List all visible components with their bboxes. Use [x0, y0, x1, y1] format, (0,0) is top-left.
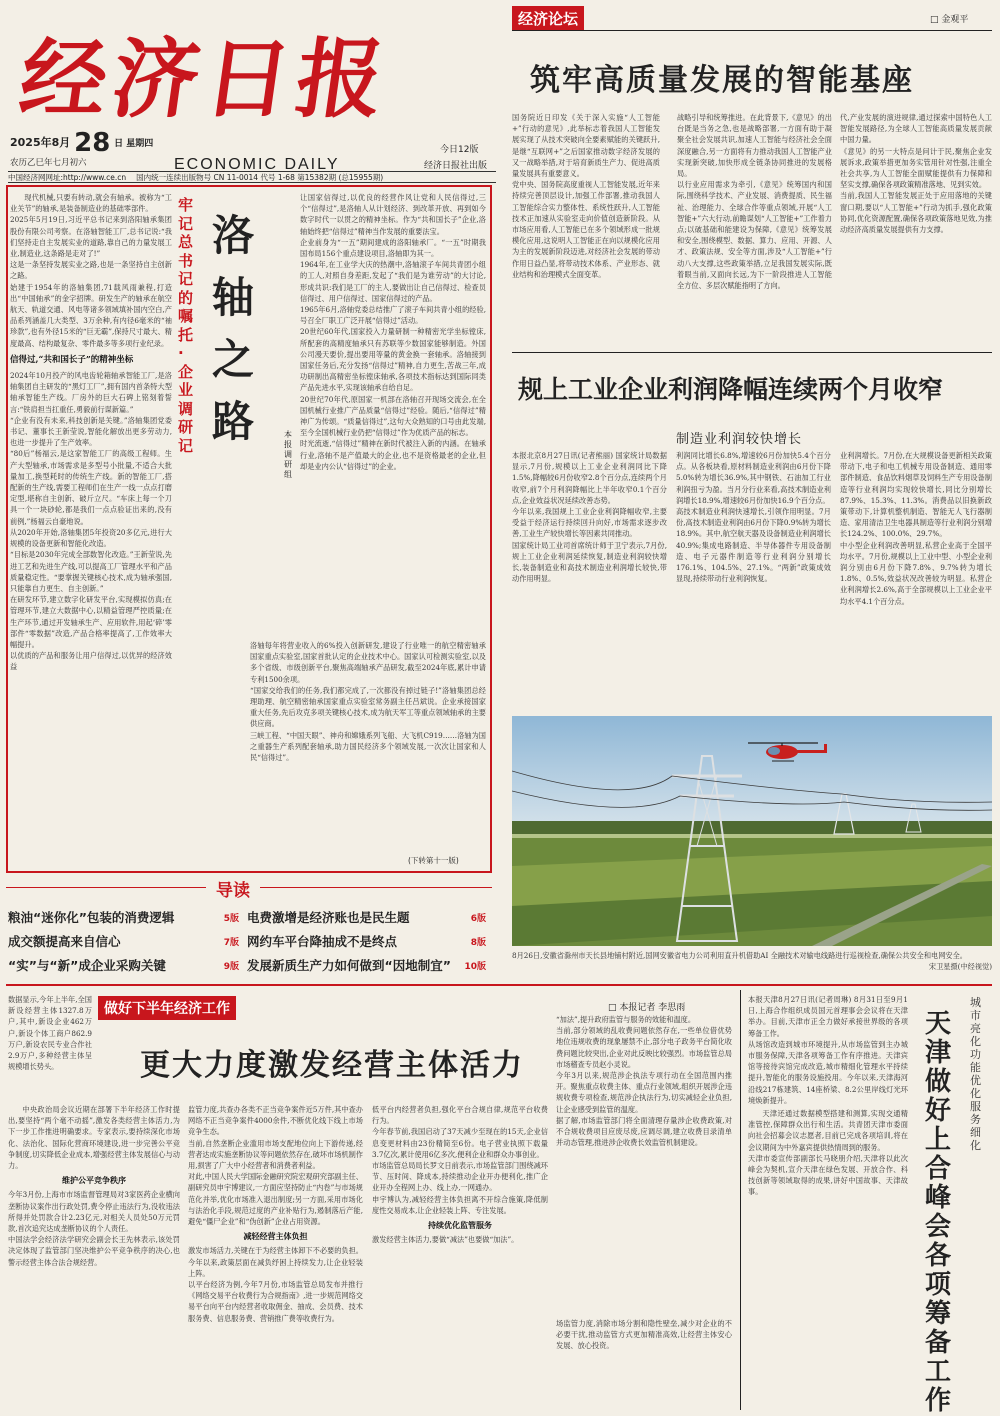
guide-item-1[interactable]	[8, 906, 243, 928]
page-count: 今日12版	[440, 145, 479, 155]
forum-author: □ 金观平	[930, 15, 969, 25]
weekday: 日 星期四	[114, 139, 154, 149]
website: 中国经济网网址:http://www.ce.cn	[8, 173, 127, 182]
masthead-english: ECONOMIC DAILY	[174, 156, 340, 173]
profit-subhead: 制造业利润较快增长	[676, 432, 803, 447]
lunar-date: 农历乙巳年七月初六	[10, 158, 87, 168]
guide-item-5[interactable]	[8, 954, 243, 976]
feature-title	[212, 205, 262, 453]
bottom-col-1	[8, 1104, 180, 1410]
tianjin-text-1: 本报天津8月27日讯(记者周琳) 8月31日至9月1日,上海合作组织成员国元首理事会会议将在天津举办。目前,天津市正全力做好承接世界级的各项筹备工作。 从场馆改造到城市环境提升,从市场监管到主办城市服务保障,天津各项筹备工作有序推进。天津宾馆等接待宾馆完成改造,城市精细化管理水平持续提升,智能化的服务设施投用。今年以来,天津海河沿线217栋建筑、14座桥梁、8.2公里岸线灯光环境焕新提升。	[748, 995, 908, 1105]
bottom-col-4: “加法”,提升政府监管与服务的效能和温度。 当前,部分领域的乱收费问题依然存在,一些单位借优势地位违规收费的现象屡禁不止,部分电子政务平台简化收费问题比较突出,企业对此反映比较强烈。市场监管总局市场稽查专员赵小灵说。 今年3月以来,规范涉企执法专项行动在全国范围内推开。聚焦重点收费主体、重点行业领域,组织开展涉企违规收费专项检查,规范涉企执法行为,切实减轻企业负担,让企业感受到监管的温度。 据了解,市场监管部门将全面清理存量涉企收费政策,对不合规收费项目应废尽废,应调尽调,建立收费目录清单并动态管理,推进涉企收费长效监管机制建设。	[556, 1015, 732, 1148]
title-char-2: 轴	[212, 273, 255, 322]
feature-subhead-1: 信得过,“共和国长子”的精神坐标	[10, 354, 134, 365]
feature-col-bottom: 洛轴每年将营业收入的6%投入创新研发,建设了行业唯一的航空精密轴承国家重点实验室,国家首批认定的企业技术中心。国家认可检测实验室,以及多个省级、市级创新平台,聚焦高端轴承产品研发,截至2024年底,累计申请专利1500余项。 “国家交给我们的任务,我们都完成了,一次都没有掉过链子!”洛轴集团总经理助理、航空精密轴承国家重点实验室常务副主任吕斌说。企业承接国家重大任务,先后攻克多项关键核心技术,成为航天军工等重点领域轴承的主要供应商。 三峡工程、“中国天眼”、神舟和嫦娥系列飞船、大飞机C919……洛轴为国之重器生产系列配套轴承,助力国民经济多个领域发展,一次次让国家和人民“信得过”。	[250, 641, 486, 763]
masthead-info-bar	[8, 171, 496, 183]
bottom-tag: 做好下半年经济工作	[98, 996, 236, 1020]
feature-col-2: 让国家信得过,以优良的经营作风让党和人民信得过,三个“信得过”,是洛轴人从计划经济、到改革开放、再到如今数字时代一以贯之的精神坐标。作为“共和国长子”企业,洛轴始终把“信得过”精神当作发展的重要法宝。 企业前身为“一五”期间建成的洛阳轴承厂。“一五”时期我国布局156个重点建设项目,洛轴即为其一。 1964年,在工业学大庆的热潮中,洛轴滚子车间共青团小组的工人,对照自身差距,发起了“我们是为谁劳动”的大讨论,形成共识:我们是工厂的主人,要做出让自己信得过、检查员信得过、用户信得过、国家信得过的产品。 1965年6月,洛轴党委总结推广了滚子车间共青小组的经验,号召全厂职工广泛开展“信得过”活动。 20世纪60年代,国家投入力量研制一种精密光学坐标镗床,所配套的高精度轴承只有苏联等少数国家能够制造。外国公司漫天要价,提出要用等量的黄金换一套轴承。洛轴接到国家任务后,充分发扬“信得过”精神,自力更生,苦战三年,成功研制出高精密坐标镗床轴承,各项技术指标达到国际同类产品先进水平,实现该轴承自给自足。 20世纪70年代,原国家一机部在洛轴召开现场交流会,在全国机械行业推广产品质量“信得过”经验。随后,“信得过”精神广为传颂。“质量信得过”,这句大众熟知的口号由此发端,至今全国机械行业仍把“信得过”作为优质产品的标志。 时光流逝,“信得过”精神在新时代被注入新的内涵。在轴承行业,洛轴不是产值最大的企业,也不是资格最老的企业,但却是业内公认“信得过”的企业。	[300, 193, 486, 471]
photo-credit: 宋卫星摄(中经视觉)	[928, 962, 992, 971]
guide-item-1-text: 粮油“迷你化”包装的消费逻辑	[8, 910, 175, 925]
tianjin-headline: 天津做好上合峰会各项筹备工作	[925, 1009, 952, 1416]
day-number: 28	[74, 128, 111, 158]
bottom-col-3-text: 低平台内经营者负担,强化平台合规自律,规范平台收费行为。 今年春节前,我国启动了37天减少至现在的15天,企业信息变更材料由23份精简至6份。电子营业执照下载量3.7亿次,累计使用6亿多次,便利企业和群众办事创业。 市场监管总局局长罗文日前表示,市场监管部门围绕减环节、压时间、降成本,持续推动企业开办便利化,推广企业开办全程网上办、线上办,一网通办。 申宇博认为,减轻经营主体负担离不开综合施策,降低制度性交易成本,让企业轻装上阵、专注发展。	[372, 1105, 548, 1215]
profit-col-3: 业利润增长。7月份,在大规模设备更新相关政策带动下,电子和电工机械专用设备制造、通用零部件制造、食品饮料烟草及饲料生产专用设备制造等行业利润均实现较快增长,同比分别增长87.9%、15.3%、11.3%。消费品以旧换新政策带动下,计算机整机制造、智能无人飞行器制造、家用清洁卫生电器具制造等行业利润分别增长124.2%、100.0%、29.7%。 中小型企业利润改善明显,私营企业高于全国平均水平。7月份,规模以上工业中型、小型企业利润分别由6月份下降7.8%、9.7%转为增长1.8%、0.5%,效益状况改善较为明显。私营企业利润增长2.6%,高于全部规模以上工业企业平均水平4.1个百分点。	[840, 451, 992, 606]
forum-headline: 筑牢高质量发展的智能基座	[530, 63, 914, 98]
profit-col-1: 本报北京8月27日讯(记者熊丽) 国家统计局数据显示,7月份,规模以上工业企业利润同比下降1.5%,降幅较6月份收窄2.8个百分点,连续两个月收窄,前7个月利润降幅比上半年收窄0.1个百分点,企业效益状况延续改善态势。 今年以来,我国规上工业企业利润降幅收窄,主要受益于经济运行持续回升向好,市场需求逐步改善,工业生产较快增长等因素共同推动。 国家统计局工业司首席统计师于卫宁表示,7月份,规上工业企业利润延续恢复,制造业利润较快增长,装备制造业和高技术制造业利润增长较快,带动作用明显。	[512, 451, 667, 584]
title-char-1: 洛	[212, 211, 255, 260]
photo-caption	[512, 950, 992, 978]
guide-item-4-text: 网约车平台降抽成不是终点	[247, 934, 398, 949]
continued-note: (下转第十一版)	[408, 856, 459, 865]
guide-item-5-text: “实”与“新”成企业采购关键	[8, 958, 166, 973]
news-photo-helicopter-powerline	[512, 716, 992, 946]
bottom-subhead-1: 维护公平竞争秩序	[62, 1175, 126, 1186]
bottom-reporter: □ 本报记者 李思雨	[608, 1003, 686, 1013]
guide-item-4[interactable]	[247, 930, 490, 952]
title-char-4: 路	[212, 397, 255, 446]
issue-numbers: 国内统一连续出版物号 CN 11-0014 代号 1-68 第15382期 (总15955期)	[136, 173, 384, 182]
guide-item-2[interactable]	[247, 906, 490, 928]
bottom-col-2	[188, 1104, 363, 1410]
guide-heading: 导读	[206, 876, 260, 901]
profit-headline: 规上工业企业利润降幅连续两个月收窄	[518, 375, 944, 404]
feature-col-1b-text: 2024年10月投产的风电齿轮箱轴承智能工厂,是洛轴集团自主研发的“黑灯工厂”,拥有国内首条特大型轴承智能生产线。厂房外的巨大石碑上铭刻着誓言:“铁肩担当扛重任,勇毅前行谋新篇。” “企业有没有未来,科技创新是关键。”洛轴集团党委书记、董事长王新莹说,智能化解放出更多劳动力,也进一步提升了生产效率。 “80后”杨福云,是这家智能工厂的高级工程师。生产大型轴承,市场需求是多型号小批量,不适合大批量加工,换型耗时的传统生产线。新的智能工厂,搭配新的生产线,需要工程师们在生产一线一点点打磨定型,堪称自主创新、破斤立尺。“车床上每一个刀具一个一块砂轮,都是我们一点点验证出来的,没有前例,”杨福云自豪地说。 从2020年开始,洛轴集团5年投资20多亿元,进行大规模的设备更新和智能化改造。 “目标是2030年完成全部数智化改造。”王新莹说,先进工艺和先进生产线,可以提高工厂管理水平和产品质量稳定性。“要掌握关键核心技术,成为轴承强国,只能靠自力更生、自主创新。” 在研发环节,建立数字化研发平台,实现模拟仿真;在管理环节,建立大数据中心,以精益管理严控质量;在生产环节,通过开发轴承生产、应用软件,用起‘碎’零部件“零数据”改造,产品合格率提高了,工作效率大幅提升。 以优质的产品和服务让用户信得过,以优异的经济效益	[10, 371, 172, 672]
bottom-col-1-text: 中央政治局会议近期在部署下半年经济工作时提出,要坚持“两个毫不动摇”,激发各类经营主体活力,为下一步工作推进明确要求。专家表示,要持续深化市场化、法治化、国际化营商环境建设,进一步完善公平竞争制度,切实降低企业成本,增强经营主体发展信心与动力。	[8, 1105, 180, 1171]
bottom-side-text: 数据显示,今年上半年,全国新设经营主体1327.8万户,其中,新设企业462万户,新设个体工商户862.9万户,新设农民专业合作社2.9万户,多种经营主体呈规模增长势头。	[8, 995, 92, 1072]
bottom-col-2-text: 监管力度,共查办各类不正当竞争案件近5万件,其中查办网络不正当竞争案件4000余件,不断优化线下线上市场竞争生态。 当前,自然垄断企业滥用市场支配地位向上下游传递,经营者达成实施垄断协议等问题依然存在,破坏市场机制作用,损害了广大中小经营者和消费者利益。 对此,中国人民大学国际金融研究院宏观研究部副主任、副研究员申宇博建议,一方面应坚持防止“内卷”与市场规范化并举,优化市场准入退出制度;另一方面,采用市场化与法治化手段,规范过度的产业补贴行为,遏制落后产能,避免“僵尸企业”和“伪创新”企业占用资源。	[188, 1105, 363, 1227]
tianjin-side-kicker: 城市亮化 功能优化 服务细化	[970, 996, 981, 1152]
guide-item-2-text: 电费激增是经济账也是民生题	[247, 910, 410, 925]
feature-byline: 本报调研组	[284, 430, 292, 479]
bottom-col-2b-text: 激发市场活力,关键在于为经营主体卸下不必要的负担。今年以来,政策层面在减负纾困上持续发力,让企业轻装上阵。 以平台经济为例,今年7月份,市场监管总局发布并推行《网络交易平台收费行为合规指南》,进一步规范网络交易平台向平台内经营者收取佣金、抽成、会员费、技术服务费、信息服务费、营销推广费等收费行为。	[188, 1246, 363, 1323]
feature-kicker: 牢记总书记的嘱托·企业调研记	[178, 196, 194, 455]
guide-item-2-page: 6版	[470, 913, 486, 924]
bottom-headline: 更大力度激发经营主体活力	[140, 1048, 524, 1083]
issue-date	[10, 128, 153, 158]
year-month: 2025年8月	[10, 136, 71, 149]
tianjin-col	[748, 994, 908, 1410]
guide-item-4-page: 8版	[470, 937, 486, 948]
masthead	[0, 0, 500, 180]
bottom-col-5: 场监管力度,消除市场分割和隐性壁垒,减少对企业的不必要干扰,推动监管方式更加精准高效,让经营主体安心发展、放心投资。	[556, 1319, 732, 1351]
bottom-col-3b-text: 激发经营主体活力,要做“减法”也要做“加法”。	[372, 1235, 519, 1245]
guide-item-6-page: 10版	[464, 961, 486, 972]
feature-col-1-text: 现代机械,只要有转动,就会有轴承。被称为“工业关节”的轴承,是装备制造业的基础零部件。 2025年5月19日,习近平总书记来到洛阳轴承集团股份有限公司考察。在洛轴智能工厂,总书记说:“我们坚持走自主发展实业的道路,靠自己的力量发展工业,制造业,这条路是走对了!” 这是一条坚持发展实业之路,也是一条坚持自主创新之路。 始建于1954年的洛轴集团,71载风雨兼程,打造出“中国轴承”的金字招牌。研发生产的轴承在航空航天、轨道交通、风电等诸多领域填补国内空白,产品系列涵盖几大类型、3万余种,有内径6毫米的“袖珍款”,也有外径15米的“巨无霸”,保持尺寸最大、精度最高、结构最复杂、零件最多等多项行业纪录。	[10, 193, 172, 348]
title-char-3: 之	[212, 335, 255, 384]
bottom-col-1b-text: 今年3月份,上海市市场监督管理局对3家医药企业横向垄断协议案作出行政处罚,费令停止违法行为,没收违法所得并处罚款合计2.23亿元,对相关人员处50万元罚款,首次追究达成垄断协议的个人责任。 中国法学会经济法学研究会副会长王先林表示,该处罚决定体现了监管部门坚决维护公平竞争秩序的决心,也警示经营主体合法合规经营。	[8, 1190, 180, 1267]
forum-col-1: 国务院近日印发《关于深入实施“人工智能+”行动的意见》,此举标志着我国人工智能发展实现了从技术突破向全要素赋能的关键跃升,是继“互联网+”之后国家推动数字经济发展的又一战略举措,对于培育新质生产力、促进高质量发展具有重要意义。 党中央、国务院高度重视人工智能发展,近年来持续完善顶层设计,加强工作部署,推动我国人工智能综合实力整体性、系统性跃升,人工智能技术正加速从实验室走向价值创造新阶段。从市场应用看,人工智能已在多个领域形成一批规模化应用,这说明人工智能正在向以规模化应用为主的发展新阶段迈进,对经济社会发展的带动作用日益凸显,将带动技术体系、产业形态、就业结构和治理模式全面变革。	[512, 113, 660, 279]
guide-item-5-page: 9版	[223, 961, 239, 972]
guide-item-3[interactable]	[8, 930, 243, 952]
bottom-col-3	[372, 1104, 548, 1410]
caption-text: 8月26日,安徽省滁州市天长县地铺村附近,国网安徽省电力公司利用直升机借助AI 全融技术对输电线路进行巡视检查,确保公共安全和电网安全。	[512, 951, 967, 960]
forum-tag: 经济论坛	[512, 6, 584, 31]
bottom-subhead-2: 减轻经营主体负担	[243, 1231, 308, 1242]
feature-col-1	[10, 192, 172, 852]
guide-item-3-page: 7版	[223, 937, 239, 948]
guide-item-3-text: 成交额提高来自信心	[8, 934, 121, 949]
guide-item-1-page: 5版	[223, 913, 239, 924]
guide-item-6[interactable]	[247, 954, 490, 976]
photo-illustration	[512, 716, 992, 946]
guide-item-6-text: 发展新质生产力如何做到“因地制宜”	[247, 958, 451, 973]
bottom-subhead-3: 持续优化监管服务	[428, 1220, 492, 1231]
tianjin-text-2: 天津还通过数据模型搭建和测算,实现交通精准管控,保障群众出行和生活。共青团天津市委面向社会招募会议志愿者,目前已完成各项培训,将在会议期间为中外嘉宾提供热情周到的服务。 天津市委宣传部副部长马晓朋介绍,天津将以此次峰会为契机,宣介天津在绿色发展、开放合作、科技创新等领域取得的成果,讲好中国故事、天津故事。	[748, 1109, 908, 1197]
masthead-title: 经济日报	[13, 29, 397, 130]
forum-col-2: 战略引导和统筹推进。在此背景下,《意见》的出台既是当务之急,也是战略部署,一方面有助于凝聚全社会发展共识,加速人工智能与经济社会全面深度融合,另一方面将有力推动我国人工智能产业实现新突破,加快形成全链条协同推进的发展格局。 以行业应用需求为牵引,《意见》统筹国内和国际,围绕科学技术、产业发展、消费提质、民生福祉、治理能力、全球合作等重点领域,开展“人工智能+”六大行动,前瞻谋划“人工智能+”工作着力点;以破基础和能建设为保障,《意见》统筹发展和安全,围绕模型、数据、算力、应用、开源、人才、政策法规、安全等方面,涉及“人工智能+”行动八大支撑,这些政策举措,立足我国发展实际,既着眼当前,又面向长远,为下一阶段推进人工智能全方位、多层次赋能指明了方向。	[677, 113, 832, 291]
guide-title	[6, 876, 492, 900]
forum-col-3: 代,产业发展的演进规律,通过探索中国特色人工智能发展路径,为全球人工智能高质量发展贡献中国力量。 《意见》的另一大特点是问计于民,聚焦企业发展诉求,政策举措更加务实管用针对性强,注重全社会共享,为人工智能全面赋能提供有力保障和坚实支撑,确保各项政策精准落地、见到实效。 当前,我国人工智能发展正处于应用落地的关键窗口期,要以“人工智能+”行动为抓手,强化政策协同,优化资源配置,确保各项政策落地见效,为推动经济高质量发展提供有力支撑。	[840, 113, 992, 235]
profit-col-2: 利润同比增长6.8%,增速较6月份加快5.4个百分点。从各板块看,原材料制造业利润由6月份下降5.0%转为增长36.9%,其中钢铁、石油加工行业利润扭亏为盈。当月分行业来看,高技术制造业利润增长18.9%,增速较6月份加快16.9个百分点。 高技术制造业利润快速增长,引领作用明显。7月份,高技术制造业利润由6月份下降0.9%转为增长18.9%。其中,航空航天器及设备制造业利润增长40.9%;集成电路制造、半导体器件专用设备制造、电子元器件制造等行业利润分别增长176.1%、104.5%、27.1%。“两新”政策成效显现,持续带动行业利润恢复。	[676, 451, 831, 584]
publisher: 经济日报社出版	[424, 161, 488, 171]
